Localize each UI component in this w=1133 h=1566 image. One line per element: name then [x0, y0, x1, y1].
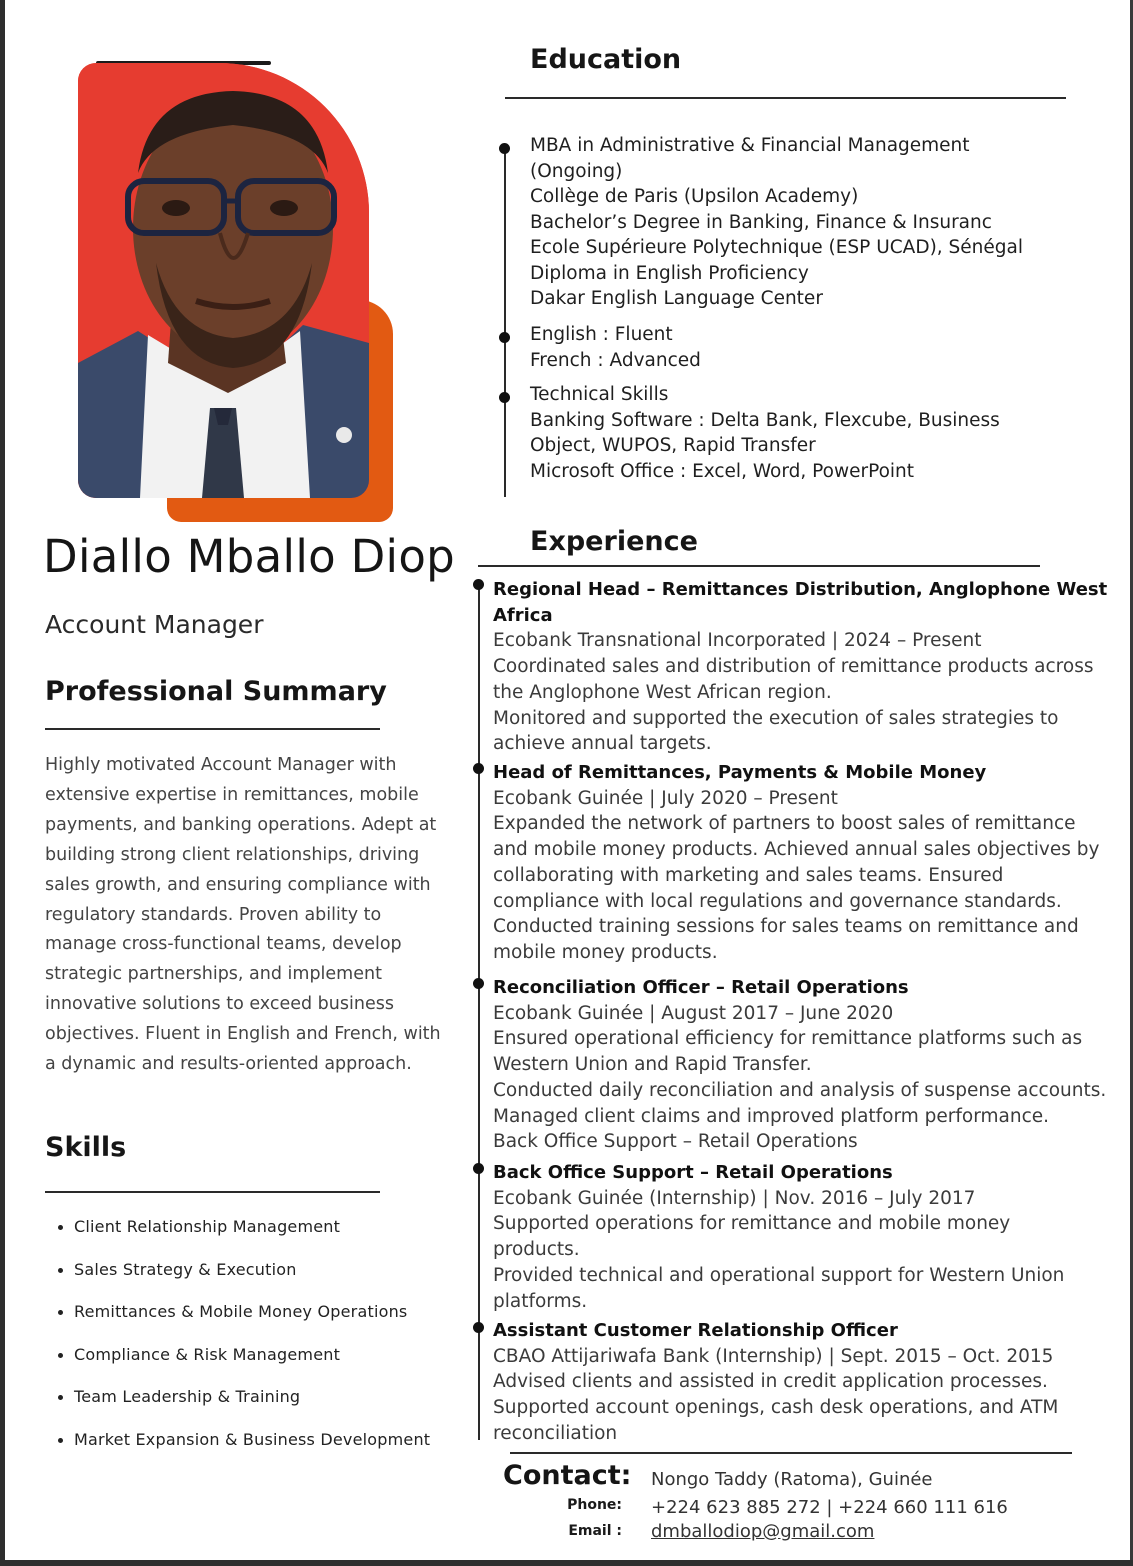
job-title: Africa [493, 604, 553, 626]
job-line: the Anglophone West African region. [493, 681, 832, 703]
job-title: Head of Remittances, Payments & Mobile Money [493, 762, 987, 783]
experience-heading-rule [478, 565, 1040, 567]
job-line: Conducted training sessions for sales teams on remittance and [493, 916, 1079, 938]
education-bullet [499, 332, 510, 343]
experience-item [493, 1160, 1123, 1314]
job-line: Monitored and supported the execution of sales strategies to [493, 707, 1059, 729]
job-line: compliance with local regulations and governance standards. [493, 890, 1062, 912]
job-line: collaborating with marketing and sales teams. Ensured [493, 864, 1004, 886]
experience-timeline-line [478, 583, 480, 1440]
page-bottom-edge [0, 1560, 1133, 1566]
contact-address: Nongo Taddy (Ratoma), Guinée [651, 1469, 933, 1490]
job-line: Ensured operational efficiency for remittance platforms such as [493, 1028, 1083, 1050]
job-line: Ecobank Guinée (Internship) | Nov. 2016 – July 2017 [493, 1187, 976, 1209]
job-title: Regional Head – Remittances Distribution, Anglophone West [493, 579, 1108, 600]
job-line: Conducted daily reconciliation and analysis of suspense accounts. [493, 1079, 1107, 1101]
job-line: Supported account openings, cash desk operations, and ATM [493, 1397, 1059, 1419]
contact-rule [510, 1452, 1072, 1454]
job-line: Coordinated sales and distribution of remittance products across [493, 656, 1094, 678]
skill-item: Market Expansion & Business Development [58, 1419, 448, 1462]
profile-photo [78, 63, 369, 498]
job-title: Assistant Customer Relationship Officer [493, 1320, 898, 1341]
education-line: Diploma in English Proficiency [530, 262, 809, 284]
job-line: Expanded the network of partners to boost sales of remittance [493, 813, 1076, 835]
skill-item: Remittances & Mobile Money Operations [58, 1291, 448, 1334]
candidate-title: Account Manager [45, 610, 264, 639]
job-title: Back Office Support – Retail Operations [493, 1162, 893, 1183]
job-line: Managed client claims and improved platform performance. [493, 1105, 1050, 1127]
contact-email-link[interactable]: dmballodiop@gmail.com [651, 1521, 875, 1542]
experience-heading: Experience [530, 526, 698, 557]
skill-item: Sales Strategy & Execution [58, 1249, 448, 1292]
phone-label: Phone: [567, 1497, 622, 1513]
education-bullet [499, 143, 510, 154]
experience-item [493, 975, 1123, 1155]
candidate-name: Diallo Mballo Diop [43, 530, 456, 583]
education-line: Technical Skills [530, 384, 669, 405]
experience-bullet [473, 978, 484, 989]
summary-heading-rule [45, 728, 380, 730]
page-left-edge [0, 0, 5, 1566]
education-group-languages [530, 322, 701, 373]
job-line: achieve annual targets. [493, 733, 712, 755]
education-bullet [499, 392, 510, 403]
education-line: Ecole Supérieure Polytechnique (ESP UCAD), Sénégal [530, 237, 1023, 258]
skills-heading: Skills [45, 1132, 127, 1163]
experience-bullet [473, 1163, 484, 1174]
contact-phone[interactable]: +224 623 885 272 | +224 660 111 616 [651, 1497, 1008, 1518]
job-line: Ecobank Guinée | August 2017 – June 2020 [493, 1002, 894, 1024]
education-line: Dakar English Language Center [530, 288, 823, 309]
job-title: Reconciliation Officer – Retail Operations [493, 977, 909, 998]
job-line: platforms. [493, 1290, 588, 1312]
experience-item [493, 577, 1123, 757]
education-line: Object, WUPOS, Rapid Transfer [530, 435, 816, 456]
experience-bullet [473, 1322, 484, 1333]
skills-heading-rule [45, 1191, 380, 1193]
job-line: Advised clients and assisted in credit application processes. [493, 1371, 1048, 1393]
education-group-degrees [530, 133, 1023, 312]
job-line: mobile money products. [493, 941, 718, 963]
skill-item: Team Leadership & Training [58, 1376, 448, 1419]
summary-text: Highly motivated Account Manager with extensive expertise in remittances, mobile payments, and banking operations. Adept at building strong client relationships, driving sales growth, and ensuring compliance with regulatory standards. Proven ability to manage cross-functional teams, develop strategic partnerships, and implement innovative solutions to exceed business objectives. Fluent in English and French, with a dynamic and results-oriented approach. [45, 755, 441, 1075]
skills-list [58, 1206, 448, 1461]
job-line: Ecobank Transnational Incorporated | 2024 – Present [493, 630, 982, 652]
education-line: French : Advanced [530, 349, 701, 371]
education-line: Banking Software : Delta Bank, Flexcube, Business [530, 409, 1000, 431]
job-line: reconciliation [493, 1422, 618, 1444]
education-line: (Ongoing) [530, 160, 623, 182]
education-line: MBA in Administrative & Financial Management [530, 135, 970, 156]
education-line: Microsoft Office : Excel, Word, PowerPoint [530, 460, 915, 482]
experience-item [493, 760, 1123, 966]
education-line: English : Fluent [530, 324, 673, 345]
education-line: Bachelor’s Degree in Banking, Finance & Insuranc [530, 211, 992, 233]
job-line: CBAO Attijariwafa Bank (Internship) | Sept. 2015 – Oct. 2015 [493, 1345, 1054, 1367]
job-line: Western Union and Rapid Transfer. [493, 1054, 812, 1076]
portrait-illustration [78, 63, 369, 498]
contact-heading: Contact: [503, 1460, 632, 1491]
job-line: Ecobank Guinée | July 2020 – Present [493, 787, 838, 809]
education-timeline-line [504, 145, 506, 497]
job-line: Back Office Support – Retail Operations [493, 1131, 858, 1153]
education-heading-rule [505, 97, 1066, 99]
experience-item [493, 1318, 1123, 1447]
skill-item: Client Relationship Management [58, 1206, 448, 1249]
job-line: Provided technical and operational support for Western Union [493, 1264, 1065, 1286]
education-group-technical [530, 382, 1000, 484]
job-line: products. [493, 1239, 580, 1261]
experience-bullet [473, 579, 484, 590]
education-heading: Education [530, 44, 682, 75]
email-label: Email : [568, 1523, 622, 1539]
job-line: Supported operations for remittance and mobile money [493, 1213, 1011, 1235]
experience-bullet [473, 763, 484, 774]
summary-heading: Professional Summary [45, 676, 387, 707]
job-line: and mobile money products. Achieved annual sales objectives by [493, 839, 1100, 861]
skill-item: Compliance & Risk Management [58, 1334, 448, 1377]
education-line: Collège de Paris (Upsilon Academy) [530, 186, 859, 207]
